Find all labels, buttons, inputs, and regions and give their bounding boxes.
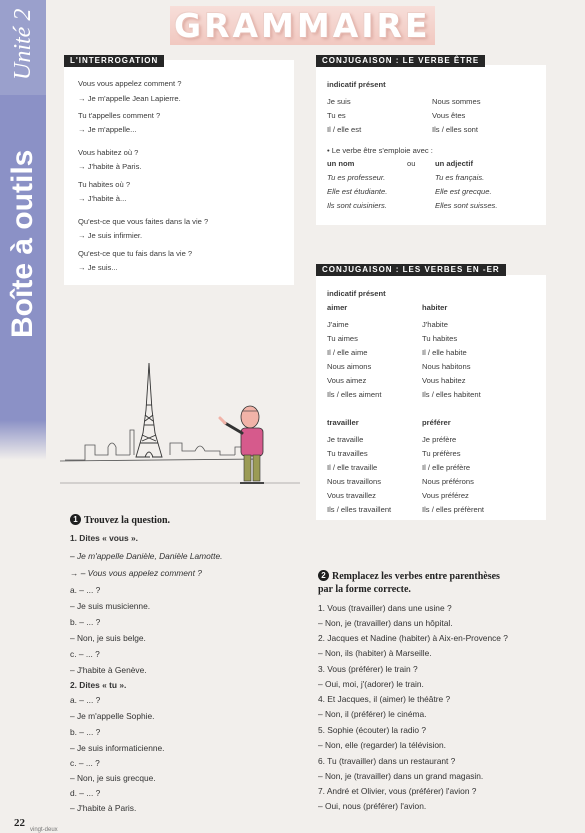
exercise1-line: – Je m'appelle Sophie. [70,711,155,721]
aimer-form: Nous aimons [327,362,372,371]
skyline-drawing [60,430,260,461]
exercise1-line: b. – ... ? [70,617,101,627]
exercise2-title [318,570,500,582]
travailler-form: Vous travaillez [327,491,376,500]
exercise2-line: – Oui, moi, j'(adorer) le train. [318,679,424,689]
interrogation-line: Tu t'appelles comment ? [78,111,161,120]
exercise1-line: c. – ... ? [70,758,100,768]
paris-illustration [60,355,300,485]
habiter-form: Ils / elles habitent [422,390,481,399]
etre-ou: ou [407,159,416,168]
aimer-form: Il / elle aime [327,348,368,357]
exercise1-line: – Je suis informaticienne. [70,743,165,753]
etre-tense: indicatif présent [327,80,386,89]
interrogation-header: L'INTERROGATION [64,55,164,67]
section-label: Boîte à outils [6,149,39,338]
exercise2-line: 7. André et Olivier, vous (préférer) l'avion ? [318,786,477,796]
etre-form: Nous sommes [432,97,481,106]
exercise1-line: c. – ... ? [70,649,100,659]
page-title: GRAMMAIRE [170,6,435,45]
exercise1-line: – J'habite à Paris. [70,803,137,813]
preferer-form: Je préfère [422,435,457,444]
interrogation-line: Qu'est-ce que tu fais dans la vie ? [78,249,193,258]
preferer-form: Tu préfères [422,449,461,458]
exercise2-title-line2: par la forme correcte. [318,584,411,595]
interrogation-line: → Je m'appelle Jean Lapierre. [78,94,181,103]
habiter-form: Vous habitez [422,376,466,385]
etre-col2-head: un adjectif [435,159,473,168]
etre-form: Vous êtes [432,111,466,120]
interrogation-line: Vous vous appelez comment ? [78,79,182,88]
interrogation-line: Tu habites où ? [78,180,131,189]
exercise2-line: 2. Jacques et Nadine (habiter) à Aix-en-Provence ? [318,633,508,643]
etre-form: Ils / elles sont [432,125,479,134]
aimer-form: Vous aimez [327,376,367,385]
etre-col1-head: un nom [327,159,355,168]
exercise1-line: → – Vous vous appelez comment ? [70,568,202,578]
etre-note: • Le verbe être s'emploie avec : [327,146,433,155]
travailler-form: Je travaille [327,435,364,444]
etre-example: Tu es professeur. [327,173,386,182]
travailler-head: travailler [327,418,359,427]
er-header: CONJUGAISON : LES VERBES EN -ER [316,264,506,276]
exercise1-line: a. – ... ? [70,585,101,595]
preferer-form: Nous préférons [422,477,474,486]
exercise1-line: a. – ... ? [70,695,101,705]
habiter-form: Nous habitons [422,362,471,371]
aimer-form: J'aime [327,320,349,329]
etre-form: Tu es [327,111,346,120]
exercise1-line: – Non, je suis grecque. [70,773,156,783]
exercise2-line: 5. Sophie (écouter) la radio ? [318,725,427,735]
etre-header: CONJUGAISON : LE VERBE ÊTRE [316,55,485,67]
exercise1-line: d. – ... ? [70,788,101,798]
habiter-head: habiter [422,303,448,312]
exercise1-title [70,514,170,526]
preferer-form: Ils / elles préfèrent [422,505,485,514]
interrogation-line: → J'habite à... [78,194,127,203]
exercise2-line: – Non, ils (habiter) à Marseille. [318,648,432,658]
habiter-form: Il / elle habite [422,348,467,357]
habiter-form: Tu habites [422,334,458,343]
etre-example: Tu es français. [435,173,485,182]
interrogation-line: → Je m'appelle... [78,125,137,134]
exercise2-line: – Oui, nous (préférer) l'avion. [318,801,427,811]
exercise1-title-text: Trouvez la question. [84,515,171,526]
etre-example: Elles sont suisses. [435,201,498,210]
preferer-form: Il / elle préfère [422,463,471,472]
etre-form: Je suis [327,97,351,106]
exercise1-line: – Je suis musicienne. [70,601,151,611]
man-drawing [220,406,264,483]
exercise2-line: 4. Et Jacques, il (aimer) le théâtre ? [318,694,451,704]
etre-example: Ils sont cuisiniers. [327,201,387,210]
exercise1-line: – Non, je suis belge. [70,633,146,643]
habiter-form: J'habite [422,320,448,329]
page-number: 22 [14,817,25,829]
travailler-form: Tu travailles [327,449,368,458]
exercise2-line: – Non, je (travailler) dans un grand magasin. [318,771,484,781]
interrogation-line: Vous habitez où ? [78,148,139,157]
exercise2-line: 1. Vous (travailler) dans une usine ? [318,603,452,613]
exercise1-line: b. – ... ? [70,727,101,737]
interrogation-line: → Je suis infirmier. [78,231,143,240]
etre-example: Elle est étudiante. [327,187,388,196]
etre-example: Elle est grecque. [435,187,492,196]
interrogation-line: → J'habite à Paris. [78,162,142,171]
aimer-form: Tu aimes [327,334,358,343]
exercise2-line: 3. Vous (préférer) le train ? [318,664,418,674]
eiffel-tower-drawing [136,363,162,457]
sidebar [0,0,46,833]
exercise2-line: – Non, je (travailler) dans un hôpital. [318,618,453,628]
page-number-words: vingt-deux [30,827,58,833]
interrogation-line: Qu'est-ce que vous faites dans la vie ? [78,217,209,226]
exercise1-line: 2. Dites « tu ». [70,680,127,690]
exercise2-line: – Non, il (préférer) le cinéma. [318,709,427,719]
exercise2-line: – Non, elle (regarder) la télévision. [318,740,447,750]
travailler-form: Il / elle travaille [327,463,378,472]
travailler-form: Nous travaillons [327,477,382,486]
exercise2-number: 2 [318,570,329,581]
preferer-form: Vous préférez [422,491,469,500]
etre-form: Il / elle est [327,125,362,134]
preferer-head: préférer [422,418,451,427]
travailler-form: Ils / elles travaillent [327,505,392,514]
exercise1-number: 1 [70,514,81,525]
unit-label: Unité 2 [10,8,36,80]
er-tense: indicatif présent [327,289,386,298]
aimer-form: Ils / elles aiment [327,390,382,399]
exercise1-line: – Je m'appelle Danièle, Danièle Lamotte. [70,551,223,561]
exercise2-title-line1: Remplacez les verbes entre parenthèses [332,571,500,582]
aimer-head: aimer [327,303,348,312]
exercise2-line: 6. Tu (travailler) dans un restaurant ? [318,756,456,766]
sidebar-fade [0,420,46,460]
exercise1-line: 1. Dites « vous ». [70,533,138,543]
interrogation-line: → Je suis... [78,263,118,272]
exercise1-line: – J'habite à Genève. [70,665,147,675]
